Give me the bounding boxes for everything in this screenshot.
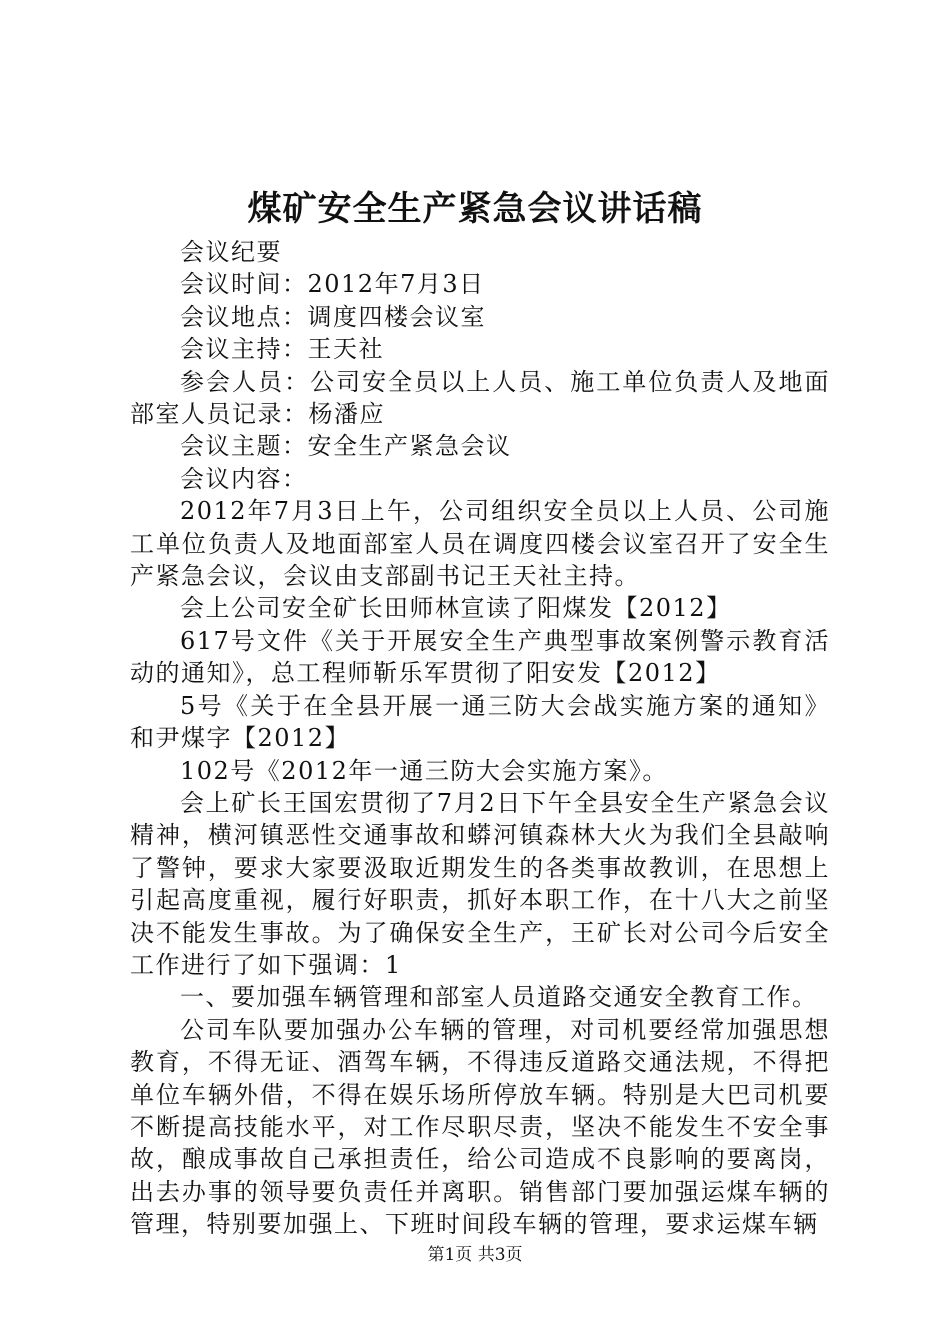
document-title: 煤矿安全生产紧急会议讲话稿 [247, 189, 703, 229]
paragraph-vehicle-management: 公司车队要加强办公车辆的管理，对司机要经常加强思想教育，不得无证、酒驾车辆，不得违反道路交通法规，不得把单位车辆外借，不得在娱乐场所停放车辆。特别是大巴司机要不断提高技能水平，对工作尽职尽责，坚决不能发生不安全事故，酿成事故自己承担责任，给公司造成不良影响的要离岗，出去办事的领导要负责任并离职。销售部门要加强运煤车辆的管理，特别要加强上、下班时间段车辆的管理，要求运煤车辆 [130, 1015, 830, 1239]
paragraph-mine-director-speech: 会上矿长王国宏贯彻了7月2日下午全县安全生产紧急会议精神，横河镇恶性交通事故和蟒河镇森林大火为我们全县敲响了警钟，要求大家要汲取近期发生的各类事故教训，在思想上引起高度重视，履行好职责，抓好本职工作，在十八大之前坚决不能发生事故。为了确保安全生产，王矿长对公司今后安全工作进行了如下强调：1 [130, 788, 830, 979]
paragraph-safety-document-4: 102号《2012年一通三防大会实施方案》。 [180, 756, 668, 785]
paragraph-section-heading-1: 一、要加强车辆管理和部室人员道路交通安全教育工作。 [180, 983, 818, 1012]
paragraph-meeting-content-label: 会议内容： [180, 464, 308, 493]
paragraph-meeting-summary: 会议纪要 [180, 238, 282, 266]
document-body [130, 236, 830, 1241]
paragraph-meeting-time: 会议时间：2012年7月3日 [180, 270, 485, 299]
paragraph-meeting-topic: 会议主题：安全生产紧急会议 [180, 432, 512, 461]
paragraph-safety-document-1: 会上公司安全矿长田师林宣读了阳煤发【2012】 [180, 594, 732, 623]
paragraph-meeting-place: 会议地点：调度四楼会议室 [180, 302, 486, 331]
paragraph-attendees: 参会人员：公司安全员以上人员、施工单位负责人及地面部室人员记录：杨潘应 [130, 367, 830, 429]
page-number-footer: 第1页 共3页 [427, 1245, 523, 1265]
paragraph-meeting-host: 会议主持：王天社 [180, 335, 384, 364]
paragraph-meeting-overview: 2012年7月3日上午，公司组织安全员以上人员、公司施工单位负责人及地面部室人员在调度四楼会议室召开了安全生产紧急会议，会议由支部副书记王天社主持。 [130, 497, 830, 591]
paragraph-safety-document-3: 5号《关于在全县开展一通三防大会战实施方案的通知》和尹煤字【2012】 [130, 691, 830, 753]
paragraph-safety-document-2: 617号文件《关于开展安全生产典型事故案例警示教育活动的通知》，总工程师靳乐军贯彻了阳安发【2012】 [130, 626, 830, 688]
